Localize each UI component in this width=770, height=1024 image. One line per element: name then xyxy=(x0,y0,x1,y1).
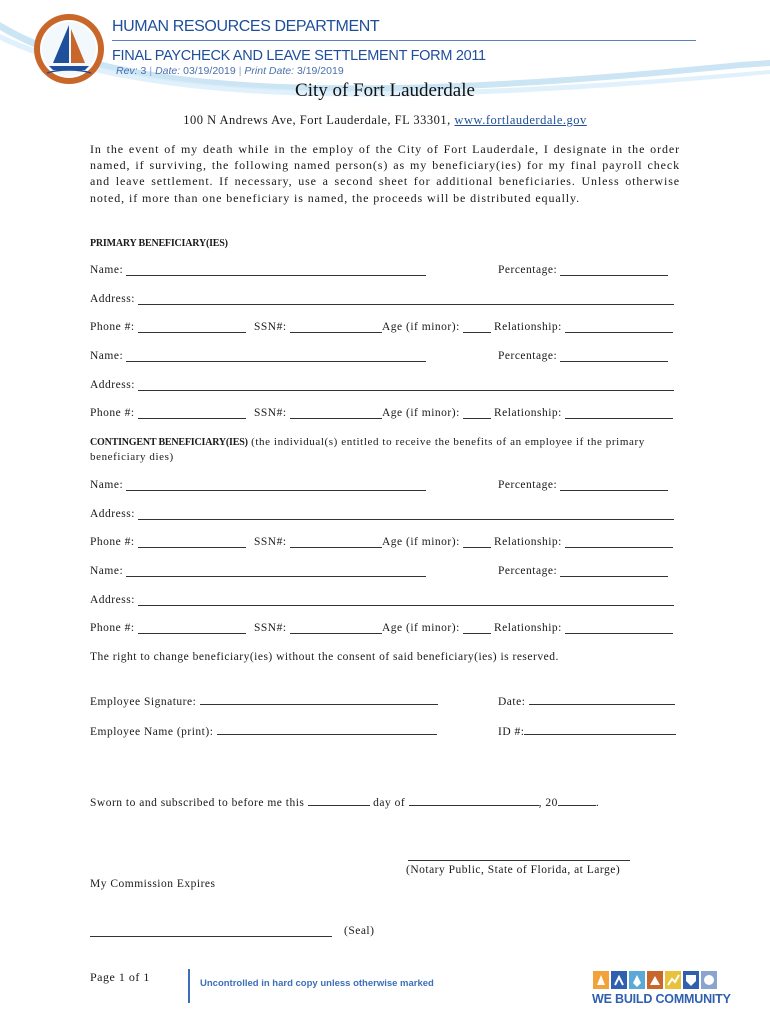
contingent-1-phone-field[interactable] xyxy=(90,535,246,548)
primary-1-age-field-line[interactable] xyxy=(463,320,491,333)
primary-1-address-row xyxy=(90,292,680,308)
contingent-1-relationship-field[interactable] xyxy=(494,535,673,548)
contingent-2-relationship-field[interactable] xyxy=(494,621,673,634)
print-date-value: 3/19/2019 xyxy=(296,65,344,77)
primary-2-ssn-field-label: SSN#: xyxy=(254,407,287,419)
date-label: Date: xyxy=(155,65,181,77)
contingent-2-address-row xyxy=(90,593,680,609)
primary-1-name-field-label: Name: xyxy=(90,264,124,276)
contingent-2-name-row xyxy=(90,564,680,580)
contingent-2-ssn-field-line[interactable] xyxy=(290,621,382,634)
primary-1-relationship-field-line[interactable] xyxy=(565,320,673,333)
contingent-2-age-field-line[interactable] xyxy=(463,621,491,634)
contingent-1-name-field-label: Name: xyxy=(90,479,124,491)
header-divider xyxy=(112,40,696,41)
sworn-text-2: day of xyxy=(373,797,406,809)
contingent-2-percentage-field[interactable] xyxy=(498,564,668,577)
rev-value: 3 xyxy=(140,65,147,77)
department-title: HUMAN RESOURCES DEPARTMENT xyxy=(112,18,380,35)
contingent-2-phone-row xyxy=(90,621,680,637)
contingent-2-name-field-label: Name: xyxy=(90,565,124,577)
primary-1-age-field-label: Age (if minor): xyxy=(382,321,460,333)
primary-2-percentage-field[interactable] xyxy=(498,349,668,362)
contingent-2-percentage-field-line[interactable] xyxy=(560,564,668,577)
contingent-description: (the individual(s) entitled to receive the benefits of an employee if the primary beneficiary dies) xyxy=(90,436,645,463)
primary-2-address-row xyxy=(90,378,680,394)
contingent-2-phone-field-line[interactable] xyxy=(138,621,246,634)
signature-date-field[interactable] xyxy=(498,692,675,708)
primary-1-percentage-field[interactable] xyxy=(498,263,668,276)
contingent-1-phone-field-label: Phone #: xyxy=(90,536,135,548)
page-number: Page 1 of 1 xyxy=(90,970,150,984)
contingent-1-ssn-field-line[interactable] xyxy=(290,535,382,548)
primary-1-address-field-label: Address: xyxy=(90,293,135,305)
employee-name-field[interactable] xyxy=(90,722,437,738)
contingent-1-percentage-field-line[interactable] xyxy=(560,478,668,491)
city-name: City of Fort Lauderdale xyxy=(295,80,475,101)
primary-1-phone-row xyxy=(90,320,680,336)
primary-1-age-field[interactable] xyxy=(382,320,491,333)
contingent-1-age-field-line[interactable] xyxy=(463,535,491,548)
contingent-1-name-row xyxy=(90,478,680,494)
primary-1-percentage-field-label: Percentage: xyxy=(498,264,558,276)
primary-1-percentage-field-line[interactable] xyxy=(560,263,668,276)
city-address xyxy=(0,113,770,128)
brand-tagline: WE BUILD COMMUNITY xyxy=(592,992,731,1006)
contingent-1-address-field-line[interactable] xyxy=(138,507,674,520)
commission-expiry-line[interactable] xyxy=(90,936,332,937)
contingent-2-age-field[interactable] xyxy=(382,621,491,634)
primary-2-phone-field[interactable] xyxy=(90,406,246,419)
contingent-1-percentage-field[interactable] xyxy=(498,478,668,491)
footer-note: Uncontrolled in hard copy unless otherwise marked xyxy=(200,978,434,989)
contingent-1-phone-field-line[interactable] xyxy=(138,535,246,548)
employee-signature-field[interactable] xyxy=(90,692,438,708)
community-pictogram-icons xyxy=(593,969,723,991)
contingent-section-title xyxy=(90,435,680,465)
primary-2-age-field[interactable] xyxy=(382,406,491,419)
notary-label: (Notary Public, State of Florida, at Large) xyxy=(406,864,621,876)
rev-label: Rev: xyxy=(116,65,138,77)
primary-1-ssn-field-line[interactable] xyxy=(290,320,382,333)
primary-2-name-field-label: Name: xyxy=(90,350,124,362)
primary-2-address-field[interactable] xyxy=(90,378,674,391)
primary-2-name-field-line[interactable] xyxy=(126,349,426,362)
date-value: 03/19/2019 xyxy=(183,65,236,77)
seal-label: (Seal) xyxy=(344,925,375,937)
primary-1-name-row xyxy=(90,263,680,279)
contingent-1-ssn-field-label: SSN#: xyxy=(254,536,287,548)
primary-2-percentage-field-label: Percentage: xyxy=(498,350,558,362)
primary-1-relationship-field[interactable] xyxy=(494,320,673,333)
primary-1-address-field-line[interactable] xyxy=(138,292,674,305)
contingent-1-relationship-field-label: Relationship: xyxy=(494,536,562,548)
signature-date-label: Date: xyxy=(498,696,526,708)
sworn-text-3: , 20 xyxy=(538,797,558,809)
contingent-1-phone-row xyxy=(90,535,680,551)
primary-1-name-field[interactable] xyxy=(90,263,426,276)
employee-name-label: Employee Name (print): xyxy=(90,726,214,738)
contingent-2-ssn-field[interactable] xyxy=(254,621,382,634)
primary-2-ssn-field[interactable] xyxy=(254,406,382,419)
employee-id-label: ID #: xyxy=(498,726,525,738)
contingent-1-address-field-label: Address: xyxy=(90,508,135,520)
primary-1-relationship-field-label: Relationship: xyxy=(494,321,562,333)
contingent-1-name-field[interactable] xyxy=(90,478,426,491)
revision-info: Rev: 3 | Date: 03/19/2019 | Print Date: 3/19/2019 xyxy=(116,65,344,77)
primary-2-relationship-field[interactable] xyxy=(494,406,673,419)
contingent-2-address-field[interactable] xyxy=(90,593,674,606)
sworn-text-1: Sworn to and subscribed to before me this xyxy=(90,797,305,809)
contingent-2-address-field-label: Address: xyxy=(90,594,135,606)
employee-id-field[interactable] xyxy=(498,722,676,738)
contingent-1-address-row xyxy=(90,507,680,523)
contingent-2-name-field-line[interactable] xyxy=(126,564,426,577)
commission-expires-label: My Commission Expires xyxy=(90,878,216,890)
contingent-1-ssn-field[interactable] xyxy=(254,535,382,548)
primary-2-phone-row xyxy=(90,406,680,422)
intro-paragraph: In the event of my death while in the employ of the City of Fort Lauderdale, I designate in the order named, if surviving, the following named person(s) as my beneficiary(ies) for my final payroll check and leave settlement. If necessary, use a second sheet for additional beneficiaries. Unless otherwise noted, if more than one beneficiary is named, the proceeds will be distributed equally. xyxy=(90,142,680,205)
address-text: 100 N Andrews Ave, Fort Lauderdale, FL 33301, xyxy=(183,113,455,127)
primary-1-ssn-field[interactable] xyxy=(254,320,382,333)
print-date-label: Print Date: xyxy=(244,65,295,77)
primary-2-age-field-label: Age (if minor): xyxy=(382,407,460,419)
contingent-2-ssn-field-label: SSN#: xyxy=(254,622,287,634)
primary-2-ssn-field-line[interactable] xyxy=(290,406,382,419)
contingent-2-percentage-field-label: Percentage: xyxy=(498,565,558,577)
contingent-1-name-field-line[interactable] xyxy=(126,478,426,491)
contingent-1-percentage-field-label: Percentage: xyxy=(498,479,558,491)
primary-2-relationship-field-line[interactable] xyxy=(565,406,673,419)
contingent-2-age-field-label: Age (if minor): xyxy=(382,622,460,634)
footer-divider xyxy=(188,969,190,1003)
website-link[interactable]: www.fortlauderdale.gov xyxy=(454,113,587,127)
primary-section-title: PRIMARY BENEFICIARY(IES) xyxy=(90,238,228,249)
city-seal-sailboat-icon xyxy=(33,13,105,85)
contingent-2-relationship-field-label: Relationship: xyxy=(494,622,562,634)
primary-2-name-row xyxy=(90,349,680,365)
primary-2-address-field-label: Address: xyxy=(90,379,135,391)
contingent-2-relationship-field-line[interactable] xyxy=(565,621,673,634)
primary-2-relationship-field-label: Relationship: xyxy=(494,407,562,419)
primary-2-percentage-field-line[interactable] xyxy=(560,349,668,362)
form-title: FINAL PAYCHECK AND LEAVE SETTLEMENT FORM 2011 xyxy=(112,48,486,64)
primary-2-phone-field-line[interactable] xyxy=(138,406,246,419)
primary-1-phone-field-line[interactable] xyxy=(138,320,246,333)
primary-2-name-field[interactable] xyxy=(90,349,426,362)
primary-1-phone-field[interactable] xyxy=(90,320,246,333)
contingent-1-relationship-field-line[interactable] xyxy=(565,535,673,548)
contingent-1-address-field[interactable] xyxy=(90,507,674,520)
primary-1-address-field[interactable] xyxy=(90,292,674,305)
contingent-1-age-field[interactable] xyxy=(382,535,491,548)
primary-1-phone-field-label: Phone #: xyxy=(90,321,135,333)
contingent-2-phone-field[interactable] xyxy=(90,621,246,634)
reservation-statement: The right to change beneficiary(ies) without the consent of said beneficiary(ies) is reserved. xyxy=(90,651,559,663)
contingent-1-age-field-label: Age (if minor): xyxy=(382,536,460,548)
employee-signature-label: Employee Signature: xyxy=(90,696,197,708)
sworn-statement[interactable]: Sworn to and subscribed to before me this day of , 20 . xyxy=(90,793,599,809)
primary-1-name-field-line[interactable] xyxy=(126,263,426,276)
contingent-2-phone-field-label: Phone #: xyxy=(90,622,135,634)
notary-signature-line[interactable] xyxy=(408,860,630,861)
primary-2-address-field-line[interactable] xyxy=(138,378,674,391)
contingent-2-address-field-line[interactable] xyxy=(138,593,674,606)
contingent-title: CONTINGENT BENEFICIARY(IES) xyxy=(90,437,248,448)
contingent-2-name-field[interactable] xyxy=(90,564,426,577)
primary-2-phone-field-label: Phone #: xyxy=(90,407,135,419)
primary-2-age-field-line[interactable] xyxy=(463,406,491,419)
primary-1-ssn-field-label: SSN#: xyxy=(254,321,287,333)
